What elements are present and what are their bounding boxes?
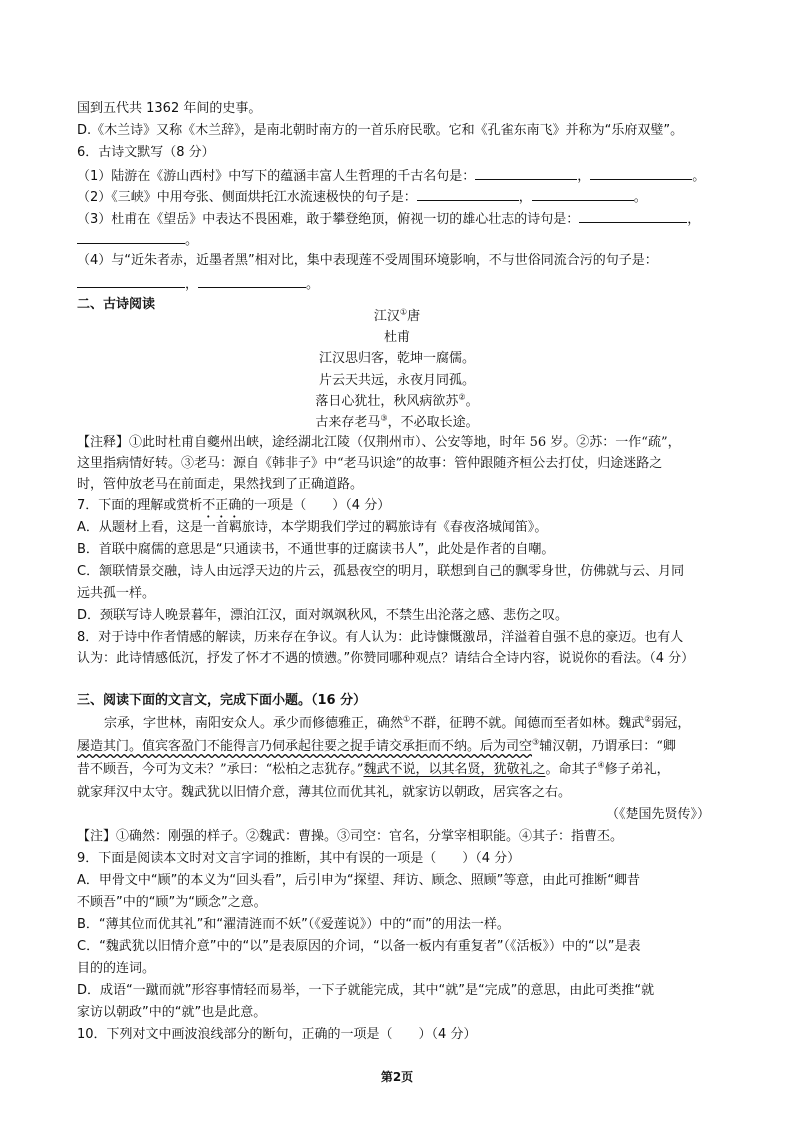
classical-text-line: 宗承，字世林，南阳安众人。承少而修德雅正，确然①不群，征聘不就。闻德而至者如林。魏武②弱冠， [104,714,691,731]
option-d-cont: 家访以朝政”中的“就”也是此意。 [77,1005,267,1020]
question-6-3-cont: 。 [77,230,198,249]
answer-blank[interactable] [77,230,185,244]
classical-text-line: 屡造其门。值宾客盈门不能得言乃伺承起往要之捉手请交承拒而不纳。后为司空③辅汉朝，乃谓承曰：“卿 [77,737,676,754]
answer-blank[interactable] [198,274,306,288]
poem-author: 杜甫 [383,330,410,345]
option-c-cont: 远共孤一样。 [77,586,156,601]
question-6-4: （4）与“近朱者赤，近墨者黑”相对比，集中表现莲不受周围环境影响，不与世俗同流合污的句子是： [77,253,658,268]
answer-blank[interactable] [532,187,634,201]
option-b: B．“薄其位而优其礼”和“濯清涟而不妖”（《爱莲说》）中的“而”的用法一样。 [77,917,510,932]
poem-notes: 这里指病情好转。③老马：源自《韩非子》中“老马识途”的故事：管仲跟随齐桓公去打仗，归途迷路之 [77,456,663,471]
question-6-3: （3）杜甫在《望岳》中表达不畏困难，敢于攀登绝顶，俯视一切的雄心壮志的诗句是： ， [77,209,700,228]
option-a-cont: 不顾吾”中的“顾”为“顾念”之意。 [77,895,267,910]
answer-blank[interactable] [579,209,687,223]
question-7: 7．下面的理解或赏析不正确的一项是（ ）（4 分） [77,498,391,513]
classical-text-line: 昔不顾吾，今可为文未？”承曰：“松柏之志犹存。”魏武不说，以其名贤，犹敬礼之。命其子④修子弟礼， [77,760,670,777]
classical-text-line: 就家拜汉中太守。魏武犹以旧情介意，薄其位而优其礼，就家访以朝政，居宾客之右。 [77,785,572,800]
answer-blank[interactable] [77,274,185,288]
question-8: 8．对于诗中作者情感的解读，历来存在争议。有人认为：此诗慷慨激昂，洋溢着自强不息的豪迈。也有人 [77,630,684,645]
poem-line-1: 江汉思归客，乾坤一腐儒。 [318,351,475,366]
answer-blank[interactable] [590,166,692,180]
option-c: C．“魏武犹以旧情介意”中的“以”是表原因的介词，“以备一板内有重复者”（《活板》）中的“以”是表 [77,939,641,954]
classical-notes: 【注】①确然：刚强的样子。②魏武：曹操。③司空：官名，分掌宰相职能。④其子：指曹丕。 [77,829,624,844]
section-2-heading: 二、古诗阅读 [77,297,156,312]
question-6-title: 6．古诗文默写（8 分） [77,145,215,160]
question-9: 9．下面是阅读本文时对文言字词的推断，其中有误的一项是（ ）（4 分） [77,851,521,866]
option-a: A．甲骨文中“顾”的本义为“回头看”，后引申为“探望、拜访、顾念、照顾”等意，由此可推断“卿昔 [77,873,641,888]
option-b: B．首联中腐儒的意思是“只通读书，不通世事的迂腐读书人”，此处是作者的自嘲。 [77,542,555,557]
option-d: D．成语“一蹴而就”形容事情轻而易举，一下子就能完成，其中“就”是“完成”的意思，由此可类推“就 [77,983,655,998]
poem-line-2: 片云天共远，永夜月同孤。 [318,373,475,388]
page-number: 第2页 [380,1070,414,1084]
section-3-heading: 三、阅读下面的文言文，完成下面小题。（16 分） [77,693,367,708]
poem-notes: 【注释】①此时杜甫自夔州出峡，途经湖北江陵（仅荆州市）、公安等地，时年 56 岁。②苏：一作“疏”， [77,435,681,450]
poem-title: 江汉①唐 [373,307,421,324]
question-8-cont: 认为：此诗情感低沉，抒发了怀才不遇的愤懑。”你赞同哪种观点？请结合全诗内容，说说你的看法。（4 分） [77,651,695,666]
answer-blank[interactable] [417,187,519,201]
option-c-cont: 目的的连词。 [77,961,156,976]
question-6-4-cont: ， 。 [77,274,319,293]
option-a: A．从题材上看，这是一首羁旅诗，本学期我们学过的羁旅诗有《春夜洛城闻笛》。 [77,520,548,535]
option-c: C．颔联情景交融，诗人由远浮天边的片云，孤悬夜空的明月，联想到自己的飘零身世，仿佛就与云、月同 [77,564,685,579]
option-d: D．颈联写诗人晚景暮年，漂泊江汉，面对飒飒秋风，不禁生出沦落之感、悲伤之叹。 [77,608,569,623]
option-d-mulan: D.《木兰诗》又称《木兰辞》，是南北朝时南方的一首乐府民歌。它和《孔雀东南飞》并称为“乐府双璧”。 [77,123,684,138]
source-citation: （《楚国先贤传》） [605,807,710,822]
answer-blank[interactable] [475,166,577,180]
poem-line-4: 古来存老马③，不必取长途。 [315,413,479,430]
text-line: 国到五代共 1362 年间的史事。 [77,101,262,116]
question-10: 10．下列对文中画波浪线部分的断句，正确的一项是（ ）（4 分） [77,1027,477,1042]
question-6-1: （1）陆游在《游山西村》中写下的蕴涵丰富人生哲理的千古名句是： ， 。 [77,166,705,185]
poem-line-3: 落日心犹壮，秋风病欲苏②。 [315,392,479,409]
poem-notes: 时，管仲放老马在前面走，果然找到了正确道路。 [77,477,364,492]
question-6-2: （2）《三峡》中用夸张、侧面烘托江水流速极快的句子是： ， 。 [77,187,647,206]
